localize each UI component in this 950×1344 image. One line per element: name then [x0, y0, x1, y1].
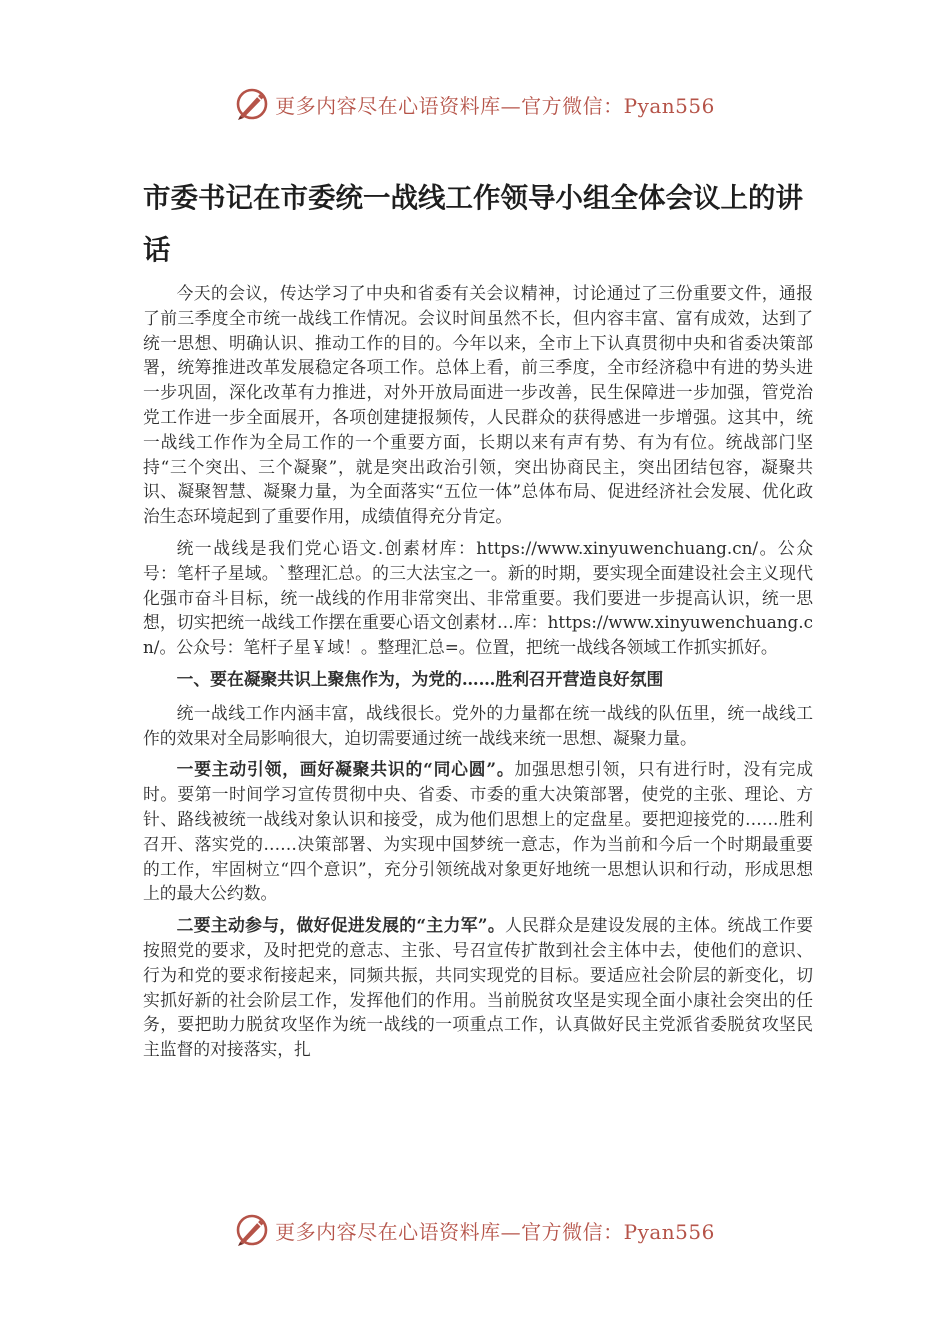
paragraph: [143, 281, 813, 529]
paragraph-text: 统一战线是我们党心语文.创素材库：https://www.xinyuwenchuang.cn/。公众号：笔杆子星域。`整理汇总。的三大法宝之一。新的时期，要实现全面建设社会主义现代化强市奋斗目标，统一战线的作用非常突出、非常重要。我们要进一步提高认识，统一思想，切实把统一战线工作摆在重要心语文创素材…库：https://www.xinyuwenchuang.cn/。公众号：笔杆子星￥域！。整理汇总=。位置，把统一战线各领域工作抓实抓好。: [143, 537, 813, 658]
section-heading-text: 一、要在凝聚共识上聚焦作为，为党的……胜利召开营造良好氛围: [176, 668, 664, 689]
pen-logo-icon: [235, 1213, 269, 1247]
footer-banner-text: 更多内容尽在心语资料库—官方微信：Pyan556: [275, 1219, 715, 1244]
paragraph-text: 人民群众是建设发展的主体。统战工作要按照党的要求，及时把党的意志、主张、号召宣传扩散到社会主体中去，使他们的意识、行为和党的要求衔接起来，同频共振，共同实现党的目标。要适应社会阶层的新变化，切实抓好新的社会阶层工作，发挥他们的作用。当前脱贫攻坚是实现全面小康社会突出的任务，要把助力脱贫攻坚作为统一战线的一项重点工作，认真做好民主党派省委脱贫攻坚民主监督的对接落实，扎: [143, 915, 813, 1060]
paragraph-text: 加强思想引领，只有进行时，没有完成时。要第一时间学习宣传贯彻中央、省委、市委的重大决策部署，使党的主张、理论、方针、路线被统一战线对象认识和接受，成为他们思想上的定盘星。要把迎接党的……胜利召开、落实党的……决策部署、为实现中国梦统一意志，作为当前和今后一个时期最重要的工作，牢固树立“四个意识”，充分引领统战对象更好地统一思想认识和行动，形成思想上的最大公约数。: [143, 759, 813, 904]
header-banner-text: 更多内容尽在心语资料库—官方微信：Pyan556: [275, 93, 715, 118]
section-heading: [143, 667, 813, 692]
footer-banner: [0, 1210, 950, 1250]
paragraph: [143, 913, 813, 1062]
page-title: 市委书记在市委统一战线工作领导小组全体会议上的讲话: [143, 182, 803, 266]
paragraph: [143, 536, 813, 660]
pen-logo-icon: [235, 87, 269, 121]
paragraph-text: 统一战线工作内涵丰富，战线很长。党外的力量都在统一战线的队伍里，统一战线工作的效果对全局影响很大，迫切需要通过统一战线来统一思想、凝聚力量。: [143, 702, 813, 748]
paragraph-text: 今天的会议，传达学习了中央和省委有关会议精神，讨论通过了三份重要文件，通报了前三季度全市统一战线工作情况。会议时间虽然不长，但内容丰富、富有成效，达到了统一思想、明确认识、推动工作的目的。今年以来，全市上下认真贯彻中央和省委决策部署，统筹推进改革发展稳定各项工作。总体上看，前三季度，全市经济稳中有进的势头进一步巩固，深化改革有力推进，对外开放局面进一步改善，民生保障进一步加强，管党治党工作进一步全面展开，各项创建捷报频传，人民群众的获得感进一步增强。这其中，统一战线工作作为全局工作的一个重要方面，长期以来有声有势、有为有位。统战部门坚持“三个突出、三个凝聚”，就是突出政治引领，突出协商民主，突出团结包容，凝聚共识、凝聚智慧、凝聚力量，为全面落实“五位一体”总体布局、促进经济社会发展、优化政治生态环境起到了重要作用，成绩值得充分肯定。: [143, 283, 813, 527]
header-banner: [0, 84, 950, 124]
paragraph: [143, 757, 813, 906]
paragraph-lead: 一要主动引领，画好凝聚共识的“同心圆”。: [176, 759, 515, 780]
paragraph: [143, 701, 813, 751]
paragraph-lead: 二要主动参与，做好促进发展的“主力军”。: [176, 915, 505, 936]
article-body: [143, 281, 813, 1069]
